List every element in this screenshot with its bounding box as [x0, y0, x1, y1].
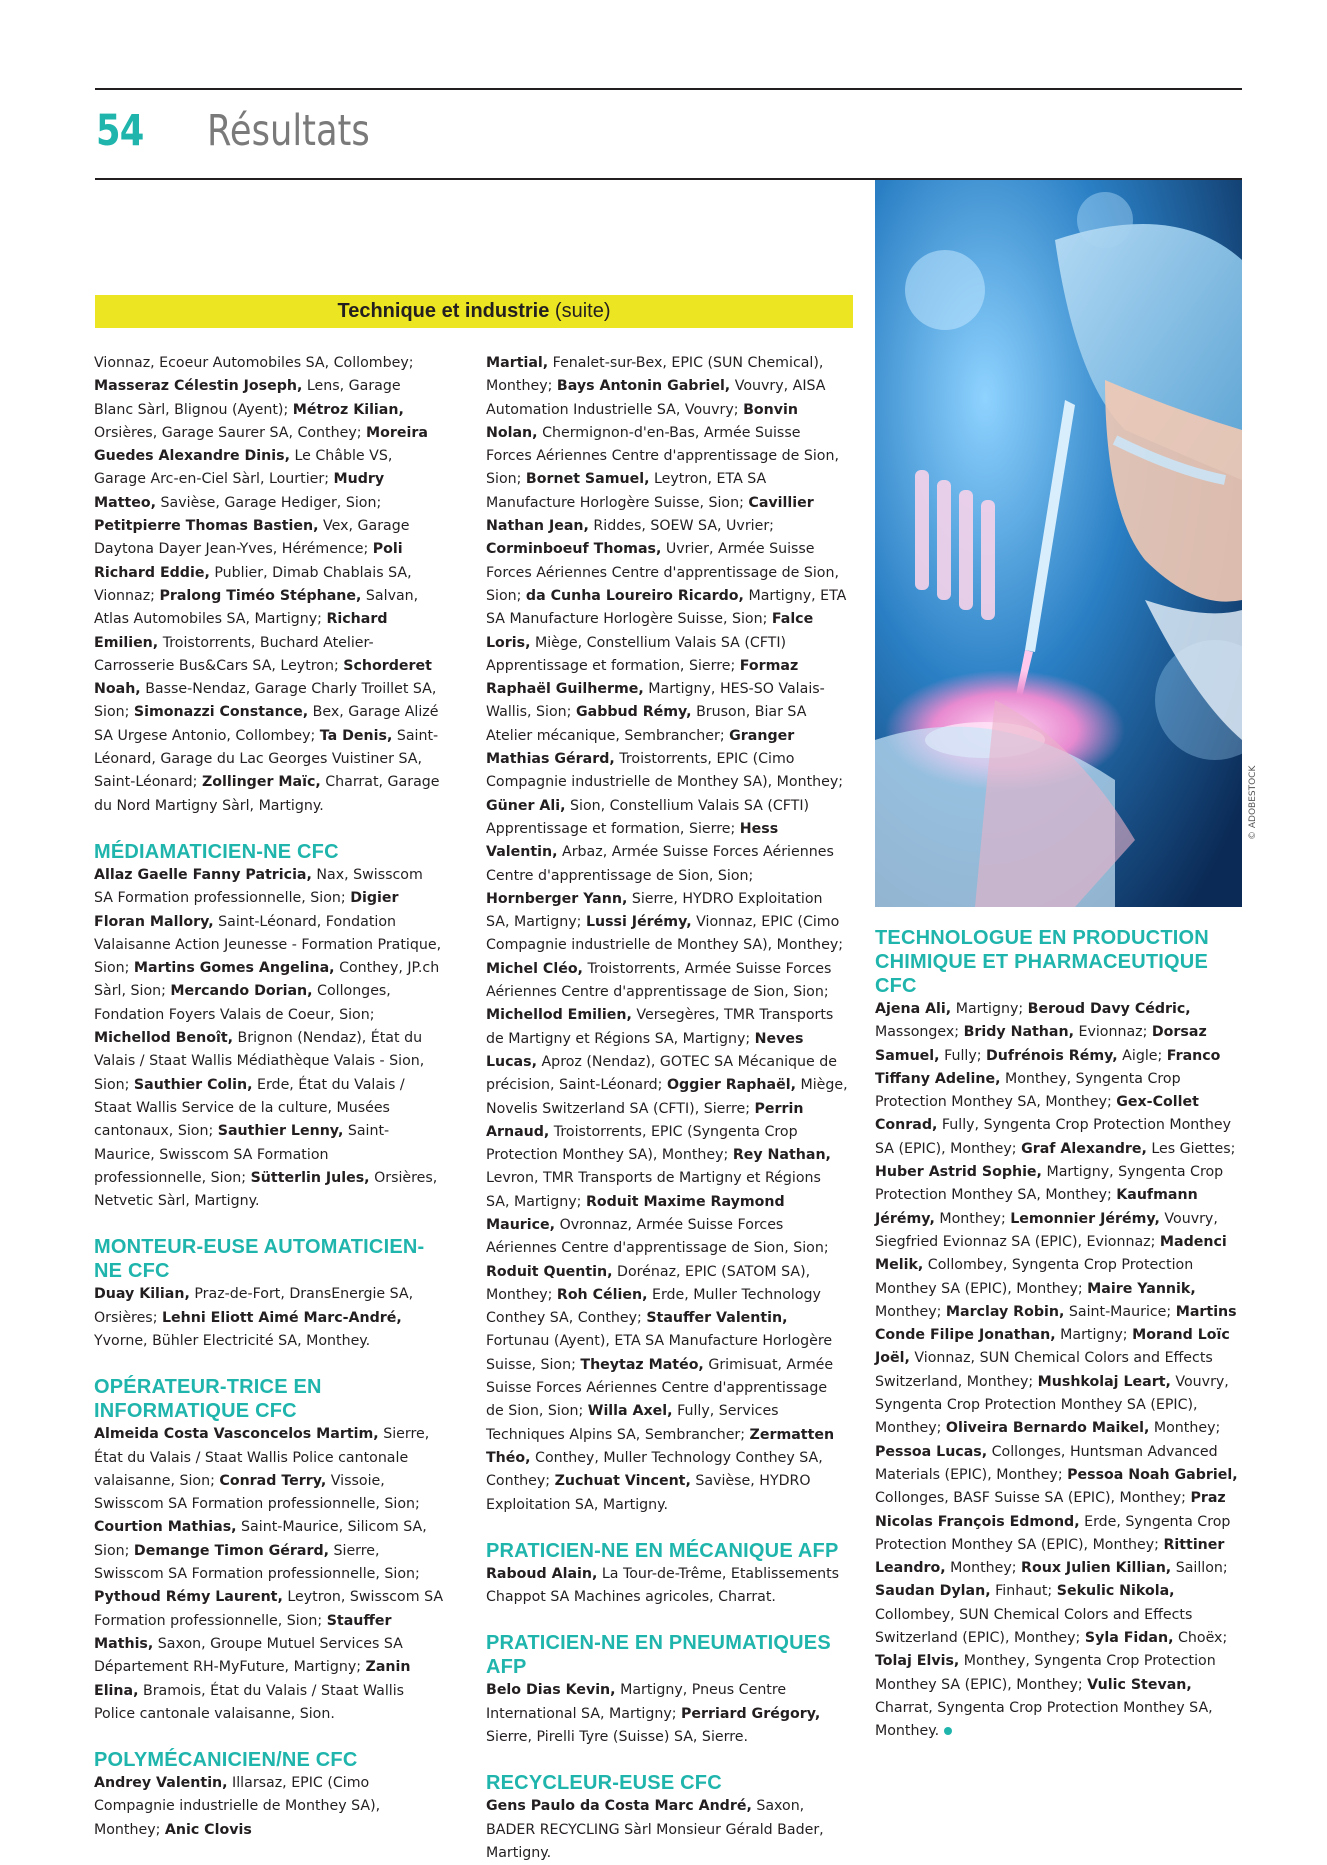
person-details: Vionnaz, SUN Chemical Colors and Effects Switzerland, Monthey; — [875, 1350, 1213, 1390]
person-details: Martigny; — [1055, 1327, 1133, 1344]
person-details: Martigny, Pneus Centre International SA, Martigny; — [486, 1682, 787, 1722]
col2-sections — [486, 1539, 848, 1865]
person-details: Grimisuat, Armée Suisse Forces Aériennes Centre d'apprentissage de Sion, Sion; — [486, 1356, 834, 1420]
person-details: Saint-Léonard, Fondation Valaisanne Action Jeunesse - Formation Pratique, Sion; — [94, 913, 442, 977]
person-name: Roduit Quentin, — [486, 1263, 613, 1280]
person-details: Bex, Garage Alizé SA Urgese Antonio, Collombey; — [94, 704, 439, 744]
person-details: Collonges, BASF Suisse SA (EPIC), Monthey; — [875, 1490, 1191, 1507]
person-details: Collonges, Huntsman Advanced Materials (EPIC), Monthey; — [875, 1443, 1218, 1483]
person-details: Miège, Constellium Valais SA (CFTI) Apprentissage et formation, Sierre; — [486, 634, 787, 674]
person-name: Gex-Collet Conrad, — [875, 1094, 1199, 1134]
person-details: Saxon, Groupe Mutuel Services SA Département RH-MyFuture, Martigny; — [94, 1635, 403, 1676]
person-name: Bays Antonin Gabriel, — [556, 378, 731, 395]
person-name: Petitpierre Thomas Bastien, — [94, 518, 319, 535]
person-name: Formaz Raphaël Guilherme, — [486, 657, 799, 698]
person-name: Michellod Emilien, — [486, 1007, 632, 1024]
person-name: Sauthier Colin, — [133, 1076, 253, 1093]
section-banner — [95, 295, 853, 328]
person-details: Erde, État du Valais / Staat Wallis Service de la culture, Musées cantonaux, Sion; — [94, 1076, 405, 1140]
person-name: Oliveira Bernardo Maikel, — [945, 1420, 1150, 1437]
person-details: Troistorrents, Buchard Atelier-Carrosserie Bus&Cars SA, Leytron; — [94, 634, 374, 674]
person-details: Monthey, Syngenta Crop Protection Monthey SA (EPIC), Monthey; — [875, 1653, 1216, 1693]
section-heading: OPÉRATEUR-TRICE EN INFORMATIQUE CFC — [94, 1376, 322, 1423]
person-details: Publier, Dimab Chablais SA, Vionnaz; — [94, 564, 412, 604]
person-name: Franco Tiffany Adeline, — [875, 1047, 1221, 1087]
person-details: Le Châble VS, Garage Arc-en-Ciel Sàrl, Lourtier; — [94, 448, 393, 488]
person-name: Raboud Alain, — [486, 1565, 598, 1582]
lab-photo-illustration — [875, 180, 1242, 907]
person-name: Zuchuat Vincent, — [554, 1473, 691, 1490]
section-heading: PRATICIEN-NE EN MÉCANIQUE AFP — [486, 1539, 839, 1562]
person-name: Lussi Jérémy, — [585, 914, 692, 931]
person-name: Martial, — [486, 355, 549, 371]
person-details: Collombey, SUN Chemical Colors and Effects Switzerland (EPIC), Monthey; — [875, 1606, 1193, 1647]
person-details: Fully; — [939, 1047, 987, 1064]
person-details: Monthey, Syngenta Crop Protection Monthey SA, Monthey; — [875, 1070, 1181, 1111]
column-1 — [94, 352, 444, 1842]
person-name: Pessoa Noah Gabriel, — [1067, 1466, 1238, 1483]
person-details: Saint-Maurice; — [1064, 1303, 1176, 1320]
person-name: Martins Gomes Angelina, — [133, 960, 335, 977]
person-details: Fenalet-sur-Bex, EPIC (SUN Chemical), Monthey; — [486, 355, 824, 395]
person-name: Marclay Robin, — [945, 1303, 1065, 1320]
person-details: Aigle; — [1117, 1047, 1167, 1064]
person-name: Hornberger Yann, — [486, 890, 628, 907]
person-name: Courtion Mathias, — [94, 1519, 237, 1536]
section-entries — [94, 1772, 444, 1842]
person-details: Nax, Swisscom SA Formation professionnelle, Sion; — [94, 866, 423, 907]
section-heading: RECYCLEUR-EUSE CFC — [486, 1772, 722, 1795]
banner-suffix: (suite) — [554, 300, 611, 322]
person-details: Savièse, Garage Hediger, Sion; — [156, 494, 382, 511]
person-details: Vionnaz, EPIC (Cimo Compagnie industrielle de Monthey SA), Monthey; — [486, 914, 844, 954]
person-details: Fully, Syngenta Crop Protection Monthey SA (EPIC), Monthey; — [875, 1117, 1231, 1157]
person-name: Moreira Guedes Alexandre Dinis, — [94, 424, 428, 465]
section-entries — [94, 864, 444, 1213]
person-details: Troistorrents, EPIC (Syngenta Crop Protection Monthey SA), Monthey; — [486, 1123, 798, 1164]
person-name: Michel Cléo, — [486, 960, 583, 977]
section-entries — [486, 1679, 848, 1749]
person-name: Belo Dias Kevin, — [486, 1682, 616, 1699]
person-details: Levron, TMR Transports de Martigny et Régions SA, Martigny; — [486, 1170, 821, 1210]
person-details: Illarsaz, EPIC (Cimo Compagnie industrielle de Monthey SA), Monthey; — [94, 1775, 381, 1838]
section-heading: PRATICIEN-NE EN PNEUMATIQUES AFP — [486, 1632, 831, 1679]
person-name: Rey Nathan, — [732, 1147, 831, 1164]
col1-sections — [94, 840, 444, 1842]
person-details: Martigny, ETA SA Manufacture Horlogère Suisse, Sion; — [486, 587, 847, 628]
col2-intro — [486, 352, 848, 1517]
person-details: Bramois, État du Valais / Staat Wallis Police cantonale valaisanne, Sion. — [94, 1682, 405, 1722]
person-details: Basse-Nendaz, Garage Charly Troillet SA, Sion; — [94, 681, 437, 721]
person-details: Erde, Muller Technology Conthey SA, Conthey; — [486, 1286, 821, 1327]
person-details: Troistorrents, EPIC (Cimo Compagnie industrielle de Monthey SA), Monthey; — [486, 751, 844, 791]
person-name: Stauffer Mathis, — [94, 1612, 392, 1652]
person-details: Erde, Syngenta Crop Protection Monthey SA (EPIC), Monthey; — [875, 1513, 1231, 1553]
person-details: Massongex; — [875, 1024, 964, 1041]
person-name: Simonazzi Constance, — [133, 704, 309, 721]
person-name: Praz Nicolas François Edmond, — [875, 1490, 1226, 1530]
person-details: Saint-Maurice, Swisscom SA Formation professionnelle, Sion; — [94, 1123, 390, 1186]
section-entries — [94, 1423, 444, 1726]
section-entries — [486, 1795, 848, 1865]
person-name: Huber Astrid Sophie, — [875, 1164, 1042, 1181]
top-rule — [95, 88, 1242, 90]
person-name: Falce Loris, — [486, 611, 814, 651]
person-details: Aproz (Nendaz), GOTEC SA Mécanique de précision, Saint-Léonard; — [486, 1053, 837, 1094]
person-name: Roh Célien, — [556, 1286, 648, 1303]
section-heading: MÉDIAMATICIEN-NE CFC — [94, 840, 339, 863]
person-name: Mudry Matteo, — [94, 471, 385, 511]
person-name: Poli Richard Eddie, — [94, 541, 403, 581]
person-name: Sauthier Lenny, — [217, 1123, 344, 1140]
person-name: Corminboeuf Thomas, — [486, 541, 662, 558]
person-name: Ajena Ali, — [875, 1001, 952, 1017]
person-name: Tolaj Elvis, — [875, 1653, 960, 1670]
person-details: Chermignon-d'en-Bas, Armée Suisse Forces Aériennes Centre d'apprentissage de Sion, Sion; — [486, 424, 839, 488]
person-name: Lehni Eliott Aimé Marc-André, — [162, 1309, 402, 1326]
person-name: Zanin Elina, — [94, 1659, 411, 1699]
section-entries — [875, 998, 1243, 1744]
person-details: Conthey, JP.ch Sàrl, Sion; — [94, 960, 440, 1000]
person-details: Martigny, HES-SO Valais-Wallis, Sion; — [486, 681, 825, 721]
person-details: Vouvry, Syngenta Crop Protection Monthey SA (EPIC), Monthey; — [875, 1373, 1229, 1437]
person-details: Vouvry, Siegfried Evionnaz SA (EPIC), Evionnaz; — [875, 1210, 1218, 1250]
person-details: Yvorne, Bühler Electricité SA, Monthey. — [94, 1332, 371, 1349]
person-name: Sütterlin Jules, — [250, 1169, 370, 1186]
person-name: Richard Emilien, — [94, 611, 388, 651]
page-title: Résultats — [207, 106, 370, 156]
person-details: Sierre, HYDRO Exploitation SA, Martigny; — [486, 890, 823, 931]
person-name: Anic Clovis — [164, 1821, 252, 1838]
person-name: Güner Ali, — [486, 797, 566, 814]
person-details: Fortunau (Ayent), ETA SA Manufacture Horlogère Suisse, Sion; — [486, 1333, 833, 1373]
person-name: Beroud Davy Cédric, — [1027, 1001, 1191, 1017]
section-heading: TECHNOLOGUE EN PRODUCTION CHIMIQUE ET PHARMACEUTIQUE CFC — [875, 927, 1209, 997]
person-name: Roduit Maxime Raymond Maurice, — [486, 1193, 785, 1233]
person-details: Monthey; — [934, 1210, 1011, 1227]
col1-intro — [94, 352, 444, 818]
person-details: Sierre, Swisscom SA Formation professionnelle, Sion; — [94, 1542, 420, 1583]
person-name: Granger Mathias Gérard, — [486, 727, 795, 768]
person-details: Sion, Constellium Valais SA (CFTI) Apprentissage et formation, Sierre; — [486, 797, 810, 837]
person-name: Masseraz Célestin Joseph, — [94, 378, 303, 395]
person-name: Willa Axel, — [587, 1403, 673, 1420]
person-details: Martigny; — [951, 1001, 1028, 1017]
person-name: Métroz Kilian, — [292, 401, 404, 418]
person-name: Dorsaz Samuel, — [875, 1024, 1207, 1064]
person-details: Monthey; — [875, 1303, 946, 1320]
person-details: Saint-Maurice, Silicom SA, Sion; — [94, 1519, 427, 1559]
photo-credit: © ADOBESTOCK — [1248, 765, 1258, 840]
person-name: Cavillier Nathan Jean, — [486, 494, 814, 535]
person-details: Versegères, TMR Transports de Martigny et Régions SA, Martigny; — [486, 1007, 834, 1047]
lab-photo — [875, 180, 1242, 907]
person-name: Gabbud Rémy, — [575, 704, 692, 721]
person-details: Vouvry, AISA Automation Industrielle SA, Vouvry; — [486, 378, 826, 418]
person-details: Miège, Novelis Switzerland SA (CFTI), Sierre; — [486, 1077, 848, 1117]
person-name: Bridy Nathan, — [963, 1024, 1074, 1041]
person-name: Zollinger Maïc, — [201, 774, 321, 791]
person-details: Vissoie, Swisscom SA Formation professionnelle, Sion; — [94, 1472, 420, 1513]
section-heading: MONTEUR-EUSE AUTOMATICIEN-NE CFC — [94, 1236, 425, 1283]
person-details: Choëx; — [1173, 1630, 1228, 1647]
person-details: Martigny, Syngenta Crop Protection Monthey SA, Monthey; — [875, 1164, 1224, 1204]
person-name: Kaufmann Jérémy, — [875, 1187, 1198, 1227]
person-details: Charrat, Syngenta Crop Protection Monthey SA, Monthey. — [875, 1699, 1213, 1740]
person-details: Bruson, Biar SA Atelier mécanique, Sembrancher; — [486, 704, 807, 744]
person-details: Collonges, Fondation Foyers Valais de Coeur, Sion; — [94, 983, 391, 1023]
person-name: Lemonnier Jérémy, — [1010, 1210, 1160, 1227]
person-details: Saxon, BADER RECYCLING Sàrl Monsieur Gérald Bader, Martigny. — [486, 1798, 824, 1861]
person-details: Finhaut; — [990, 1583, 1057, 1600]
end-dot-icon — [944, 1727, 952, 1735]
person-name: Madenci Melik, — [875, 1233, 1227, 1274]
column-3 — [875, 926, 1243, 1744]
page-number: 54 — [96, 106, 144, 156]
person-name: Demange Timon Gérard, — [133, 1542, 329, 1559]
person-name: Rittiner Leandro, — [875, 1536, 1225, 1577]
person-details: Brignon (Nendaz), État du Valais / Staat Wallis Médiathèque Valais - Sion, Sion; — [94, 1030, 425, 1093]
person-details: Saillon; — [1171, 1560, 1228, 1577]
person-name: Ta Denis, — [319, 727, 393, 744]
person-details: Dorénaz, EPIC (SATOM SA), Monthey; — [486, 1263, 811, 1303]
col3-sections — [875, 926, 1243, 1744]
person-name: Graf Alexandre, — [1021, 1140, 1147, 1157]
person-details: Vionnaz, Ecoeur Automobiles SA, Collombey; — [94, 355, 414, 371]
person-details: Vex, Garage Daytona Dayer Jean-Yves, Hérémence; — [94, 518, 410, 558]
person-name: Michellod Benoît, — [94, 1030, 234, 1047]
person-name: Gens Paulo da Costa Marc André, — [486, 1798, 752, 1815]
person-name: Theytaz Matéo, — [580, 1356, 704, 1373]
person-details: Fully, Services Techniques Alpins SA, Sembrancher; — [486, 1403, 779, 1443]
person-details: Collombey, Syngenta Crop Protection Monthey SA (EPIC), Monthey; — [875, 1257, 1194, 1297]
person-name: Conrad Terry, — [219, 1472, 327, 1489]
person-name: Perriard Grégory, — [681, 1705, 821, 1722]
person-name: Pralong Timéo Stéphane, — [159, 587, 362, 604]
person-details: Sierre, Pirelli Tyre (Suisse) SA, Sierre. — [486, 1729, 748, 1746]
person-details: Charrat, Garage du Nord Martigny Sàrl, Martigny. — [94, 774, 440, 814]
column-2 — [486, 352, 848, 1865]
person-name: Saudan Dylan, — [875, 1583, 991, 1600]
person-details: Conthey, Muller Technology Conthey SA, Conthey; — [486, 1449, 823, 1490]
person-name: da Cunha Loureiro Ricardo, — [525, 587, 744, 604]
person-name: Pythoud Rémy Laurent, — [94, 1589, 283, 1606]
person-details: Lens, Garage Blanc Sàrl, Blignou (Ayent); — [94, 378, 401, 418]
person-details: Monthey; — [1149, 1420, 1221, 1437]
section-entries — [94, 1283, 444, 1353]
person-details: Orsières, Garage Saurer SA, Conthey; — [94, 424, 367, 441]
person-details: Praz-de-Fort, DransEnergie SA, Orsières; — [94, 1286, 414, 1326]
person-name: Dufrénois Rémy, — [986, 1047, 1118, 1064]
person-name: Mushkolaj Leart, — [1037, 1373, 1171, 1390]
person-name: Digier Floran Mallory, — [94, 890, 399, 930]
person-name: Andrey Valentin, — [94, 1775, 228, 1792]
person-name: Schorderet Noah, — [94, 657, 432, 698]
person-details: Salvan, Atlas Automobiles SA, Martigny; — [94, 587, 419, 628]
person-name: Bonvin Nolan, — [486, 401, 798, 441]
person-name: Perrin Arnaud, — [486, 1100, 804, 1140]
person-name: Zermatten Théo, — [486, 1426, 835, 1466]
section-entries — [486, 1563, 848, 1610]
person-name: Vulic Stevan, — [1087, 1676, 1192, 1693]
person-details: Troistorrents, Armée Suisse Forces Aériennes Centre d'apprentissage de Sion, Sion; — [486, 960, 832, 1001]
person-name: Maire Yannik, — [1087, 1280, 1196, 1297]
person-details: Leytron, Swisscom SA Formation professionnelle, Sion; — [94, 1589, 444, 1629]
person-name: Oggier Raphaël, — [666, 1077, 796, 1094]
banner-title: Technique et industrie — [337, 300, 550, 322]
person-name: Martins Conde Filipe Jonathan, — [875, 1303, 1237, 1344]
person-details: Savièse, HYDRO Exploitation SA, Martigny. — [486, 1473, 811, 1513]
person-details: Evionnaz; — [1073, 1024, 1152, 1041]
person-details: Arbaz, Armée Suisse Forces Aériennes Centre d'apprentissage de Sion, Sion; — [486, 844, 834, 884]
person-name: Pessoa Lucas, — [875, 1443, 988, 1460]
person-name: Hess Valentin, — [486, 820, 779, 861]
person-details: Orsières, Netvetic Sàrl, Martigny. — [94, 1169, 438, 1210]
section-heading: POLYMÉCANICIEN/NE CFC — [94, 1749, 358, 1772]
person-name: Stauffer Valentin, — [646, 1310, 788, 1327]
person-details: Sierre, État du Valais / Staat Wallis Police cantonale valaisanne, Sion; — [94, 1426, 430, 1489]
person-details: Leytron, ETA SA Manufacture Horlogère Suisse, Sion; — [486, 471, 767, 511]
person-name: Duay Kilian, — [94, 1286, 190, 1303]
person-details: Saint-Léonard, Garage du Lac Georges Vuistiner SA, Saint-Léonard; — [94, 727, 439, 791]
person-details: Ovronnaz, Armée Suisse Forces Aériennes Centre d'apprentissage de Sion, Sion; — [486, 1216, 829, 1257]
person-name: Almeida Costa Vasconcelos Martim, — [94, 1426, 379, 1443]
person-name: Sekulic Nikola, — [1056, 1583, 1175, 1600]
person-name: Neves Lucas, — [486, 1030, 804, 1070]
person-details: La Tour-de-Trême, Etablissements Chappot SA Machines agricoles, Charrat. — [486, 1565, 840, 1606]
person-name: Bornet Samuel, — [525, 471, 650, 488]
person-details: Riddes, SOEW SA, Uvrier; — [588, 518, 774, 535]
person-details: Uvrier, Armée Suisse Forces Aériennes Centre d'apprentissage de Sion, Sion; — [486, 541, 839, 604]
person-name: Roux Julien Killian, — [1021, 1560, 1172, 1577]
person-name: Morand Loïc Joël, — [875, 1327, 1230, 1367]
person-details: Monthey; — [945, 1560, 1022, 1577]
person-name: Syla Fidan, — [1084, 1630, 1174, 1647]
person-details: Les Giettes; — [1146, 1140, 1236, 1157]
person-name: Allaz Gaelle Fanny Patricia, — [94, 866, 312, 883]
person-name: Mercando Dorian, — [170, 983, 313, 1000]
